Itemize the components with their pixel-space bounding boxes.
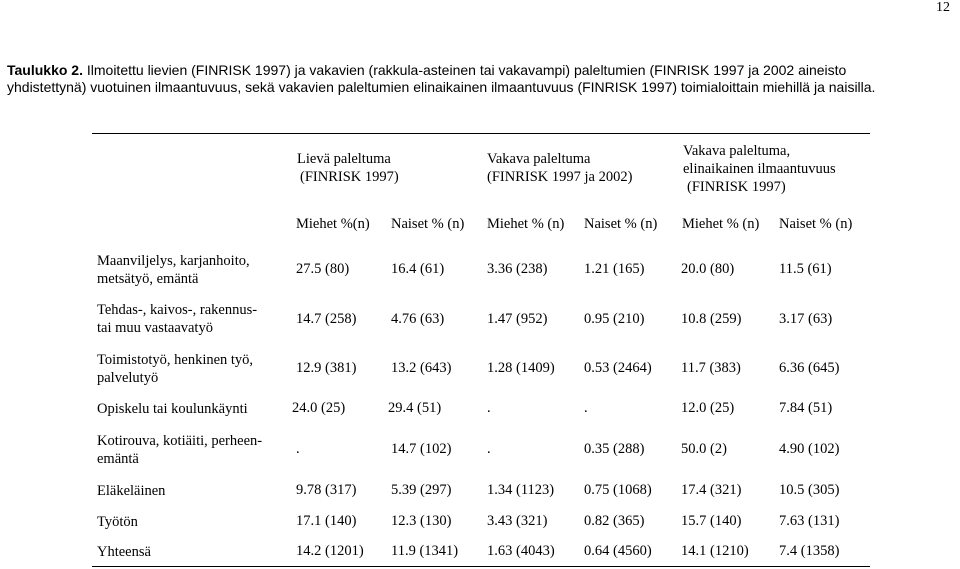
group-header-line: Vakava paleltuma,	[683, 143, 791, 159]
table-cell: 1.47 (952)	[487, 311, 548, 327]
row-label-line: Yhteensä	[97, 544, 151, 560]
caption-line-1	[7, 62, 952, 79]
table-cell: 1.34 (1123)	[487, 482, 555, 498]
table-cell: 4.90 (102)	[779, 441, 840, 457]
subheader-women-3: Naiset % (n)	[779, 216, 853, 232]
table-caption	[7, 62, 952, 96]
row-label-line: Tehdas-, kaivos-, rakennus-	[97, 302, 258, 318]
row-label-line: metsätyö, emäntä	[97, 271, 199, 287]
table-cell: 10.5 (305)	[779, 482, 840, 498]
table-cell: 10.8 (259)	[681, 311, 742, 327]
row-label-line: Eläkeläinen	[97, 483, 166, 499]
row-label-line: Toimistotyö, henkinen työ,	[97, 352, 254, 368]
table-cell: 12.3 (130)	[391, 513, 452, 529]
row-label-study	[97, 400, 248, 418]
row-label-agriculture	[97, 252, 250, 288]
row-label-line: palvelutyö	[97, 370, 159, 386]
table-cell: 0.53 (2464)	[584, 360, 652, 376]
row-label-line: Opiskelu tai koulunkäynti	[97, 401, 248, 417]
row-label-homemaker	[97, 432, 262, 468]
group-header-line: (FINRISK 1997 ja 2002)	[487, 169, 633, 185]
table-cell: 0.75 (1068)	[584, 482, 652, 498]
table-cell: 3.43 (321)	[487, 513, 548, 529]
subheader-men-1: Miehet %(n)	[296, 216, 370, 232]
table-cell: 17.1 (140)	[296, 513, 357, 529]
table-cell: 17.4 (321)	[681, 482, 742, 498]
row-label-line: Työtön	[97, 514, 138, 530]
table-cell: 14.1 (1210)	[681, 543, 749, 559]
group-header-line: elinaikainen ilmaantuvuus	[683, 161, 836, 177]
group-header-mild	[297, 150, 399, 186]
table-cell: 29.4 (51)	[388, 400, 442, 416]
table-bottom-rule	[92, 566, 870, 567]
row-label-line: tai muu vastaavatyö	[97, 320, 213, 336]
table-cell: .	[296, 441, 300, 457]
table-cell: 4.76 (63)	[391, 311, 445, 327]
row-label-industry	[97, 301, 257, 337]
group-header-line: (FINRISK 1997)	[300, 169, 399, 185]
table-cell: 11.9 (1341)	[391, 543, 459, 559]
group-header-line: (FINRISK 1997)	[687, 179, 786, 195]
table-cell: 3.17 (63)	[779, 311, 833, 327]
table-cell: 12.0 (25)	[681, 400, 735, 416]
table-cell: 11.7 (383)	[681, 360, 741, 376]
table-cell: 1.28 (1409)	[487, 360, 555, 376]
row-label-line: Maanviljelys, karjanhoito,	[97, 253, 250, 269]
table-cell: 1.21 (165)	[584, 261, 645, 277]
table-cell: 7.4 (1358)	[779, 543, 840, 559]
table-cell: 12.9 (381)	[296, 360, 357, 376]
table-top-rule	[92, 133, 870, 134]
group-header-lifetime	[683, 142, 836, 196]
subheader-women-2: Naiset % (n)	[584, 216, 658, 232]
table-cell: 14.2 (1201)	[296, 543, 364, 559]
table-cell: 13.2 (643)	[391, 360, 452, 376]
table-cell: 50.0 (2)	[681, 441, 727, 457]
caption-label: Taulukko 2.	[7, 62, 83, 78]
table-cell: 5.39 (297)	[391, 482, 452, 498]
table-cell: 7.63 (131)	[779, 513, 840, 529]
table-cell: 0.82 (365)	[584, 513, 645, 529]
subheader-men-3: Miehet % (n)	[682, 216, 760, 232]
subheader-women-1: Naiset % (n)	[391, 216, 465, 232]
table-cell: 0.95 (210)	[584, 311, 645, 327]
group-header-line: Vakava paleltuma	[487, 151, 591, 167]
row-label-line: emäntä	[97, 451, 139, 467]
table-cell: 15.7 (140)	[681, 513, 742, 529]
group-header-line: Lievä paleltuma	[297, 151, 391, 167]
caption-text-1: Ilmoitettu lievien (FINRISK 1997) ja vakavien (rakkula-asteinen tai vakavampi) paleltumien (FINRISK 1997 ja 2002 aineisto	[86, 62, 847, 78]
table-cell: 16.4 (61)	[391, 261, 445, 277]
table-cell: 14.7 (102)	[391, 441, 452, 457]
table-cell: 24.0 (25)	[292, 400, 346, 416]
table-cell: 0.64 (4560)	[584, 543, 652, 559]
row-label-unemployed	[97, 513, 138, 531]
table-cell: 20.0 (80)	[681, 261, 735, 277]
table-cell: 1.63 (4043)	[487, 543, 555, 559]
group-header-severe	[487, 150, 632, 186]
table-cell: 14.7 (258)	[296, 311, 357, 327]
row-label-line: Kotirouva, kotiäiti, perheen-	[97, 433, 263, 449]
row-label-total	[97, 543, 151, 561]
page-number: 12	[936, 0, 950, 15]
caption-line-2: yhdistettynä) vuotuinen ilmaantuvuus, sekä vakavien paleltumien elinaikainen ilmaantuvuus (FINRISK 1997) toimialoittain miehillä ja naisilla.	[7, 79, 876, 95]
table-cell: 0.35 (288)	[584, 441, 645, 457]
table-cell: 6.36 (645)	[779, 360, 840, 376]
table-cell: 9.78 (317)	[296, 482, 357, 498]
table-cell: 7.84 (51)	[779, 400, 833, 416]
subheader-men-2: Miehet % (n)	[487, 216, 565, 232]
table-cell: .	[487, 400, 491, 416]
table-cell: 27.5 (80)	[296, 261, 350, 277]
row-label-retired	[97, 482, 165, 500]
table-cell: .	[487, 441, 491, 457]
row-label-office	[97, 351, 253, 387]
table-cell: 11.5 (61)	[779, 261, 832, 277]
table-cell: .	[584, 400, 588, 416]
table-cell: 3.36 (238)	[487, 261, 548, 277]
